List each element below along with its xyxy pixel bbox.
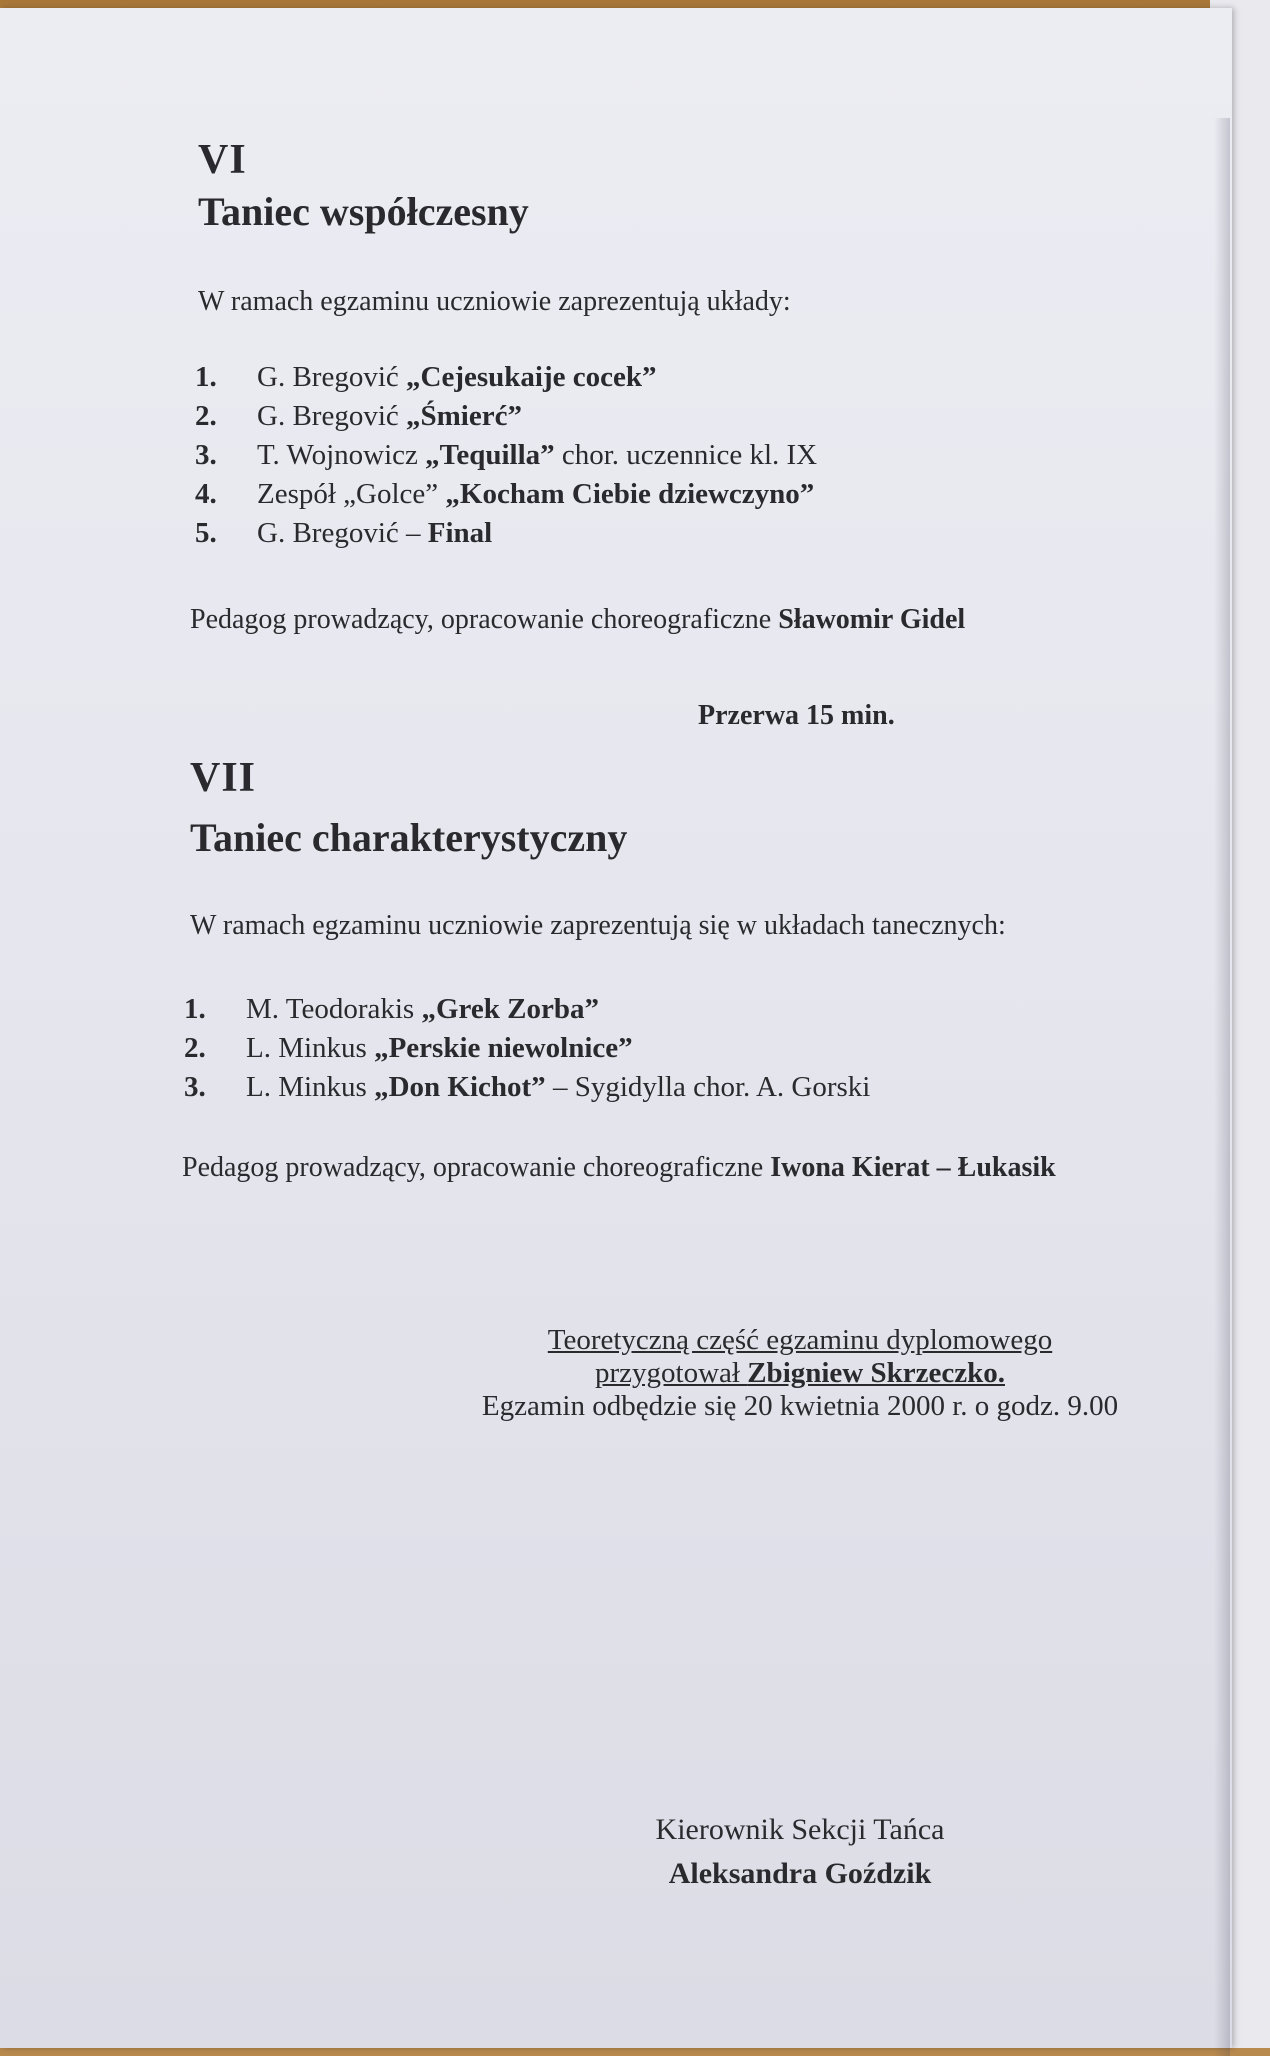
section-7-teacher [182, 1152, 1056, 1184]
item-composer: M. Teodorakis [246, 993, 422, 1025]
list-item [195, 475, 817, 514]
signature-block [620, 1808, 980, 1896]
page-edge-shadow [1214, 118, 1230, 2056]
theory-line-1: Teoretyczną część egzaminu dyplomowego [547, 1324, 1053, 1356]
section-6-intro: W ramach egzaminu uczniowie zaprezentują układy: [198, 286, 791, 317]
item-composer: T. Wojnowicz [257, 439, 426, 471]
item-title: „Kocham Ciebie dziewczyno” [445, 478, 815, 510]
list-item [184, 990, 870, 1029]
teacher-name: Sławomir Gidel [778, 604, 966, 635]
item-extra: – Sygidylla chor. A. Gorski [545, 1071, 871, 1103]
section-6-numeral: VI [198, 137, 247, 183]
document-page [0, 8, 1232, 2048]
item-composer: G. Bregović [257, 400, 406, 432]
signature-name: Aleksandra Goździk [668, 1857, 932, 1890]
item-title: „Don Kichot” [374, 1071, 546, 1103]
item-composer: G. Bregović – [257, 517, 428, 549]
section-7-list [184, 990, 870, 1107]
item-composer: G. Bregović [257, 361, 406, 393]
exam-date: Egzamin odbędzie się 20 kwietnia 2000 r. o godz. 9.00 [481, 1390, 1119, 1422]
item-extra: chor. uczennice kl. IX [554, 439, 818, 471]
section-7-intro: W ramach egzaminu uczniowie zaprezentują się w układach tanecznych: [190, 910, 1006, 941]
item-number: 1. [184, 993, 206, 1025]
item-number: 1. [195, 361, 217, 393]
list-item [195, 358, 817, 397]
item-number: 4. [195, 478, 217, 510]
teacher-label: Pedagog prowadzący, opracowanie choreograficzne [190, 604, 779, 635]
item-title: Final [427, 517, 493, 549]
item-title: „Grek Zorba” [421, 993, 599, 1025]
signature-role: Kierownik Sekcji Tańca [655, 1813, 945, 1846]
teacher-name: Iwona Kierat – Łukasik [770, 1152, 1056, 1183]
list-item [195, 436, 817, 475]
section-6-teacher [190, 604, 965, 636]
theory-note [420, 1324, 1180, 1423]
list-item [195, 514, 817, 553]
list-item [184, 1068, 870, 1107]
item-number: 3. [195, 439, 217, 471]
section-6-heading: Taniec współczesny [198, 189, 529, 234]
item-composer: L. Minkus [246, 1071, 375, 1103]
item-title: „Cejesukaije cocek” [406, 361, 657, 393]
list-item [184, 1029, 870, 1068]
list-item [195, 397, 817, 436]
teacher-label: Pedagog prowadzący, opracowanie choreograficzne [182, 1152, 771, 1183]
item-number: 2. [195, 400, 217, 432]
item-title: „Tequilla” [425, 439, 555, 471]
item-composer: Zespół „Golce” [257, 478, 446, 510]
item-number: 2. [184, 1032, 206, 1064]
section-6-list [195, 358, 817, 553]
item-number: 5. [195, 517, 217, 549]
item-title: „Śmierć” [406, 400, 522, 432]
section-7-heading: Taniec charakterystyczny [190, 815, 628, 860]
theory-line-2 [420, 1357, 1180, 1390]
break-note: Przerwa 15 min. [698, 700, 895, 731]
theory-prefix: przygotował [595, 1357, 748, 1389]
theory-author: Zbigniew Skrzeczko. [747, 1357, 1005, 1389]
item-number: 3. [184, 1071, 206, 1103]
section-7-numeral: VII [190, 755, 257, 801]
item-title: „Perskie niewolnice” [374, 1032, 633, 1064]
item-composer: L. Minkus [246, 1032, 375, 1064]
